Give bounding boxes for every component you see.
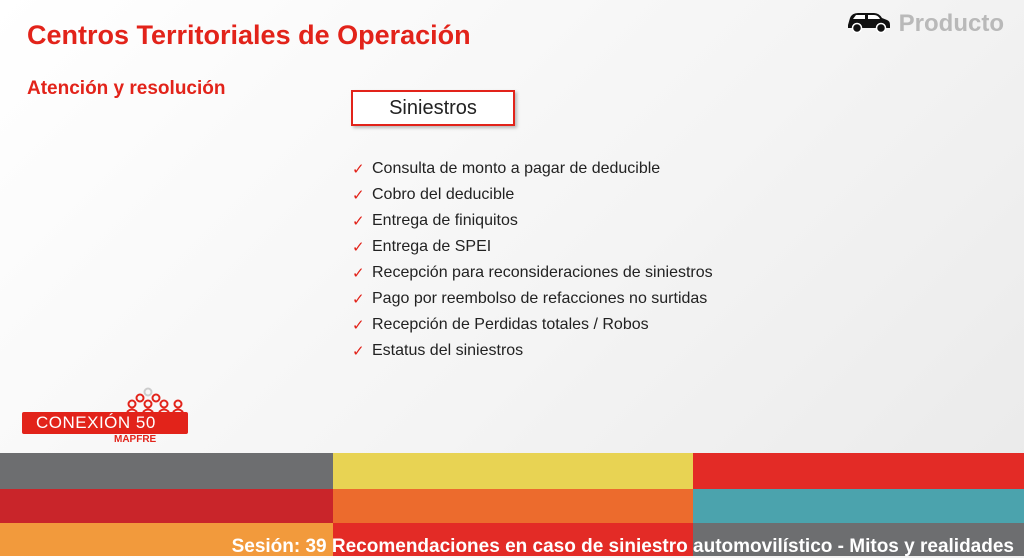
list-item: ✓ Estatus del siniestros xyxy=(352,342,524,360)
product-label: Producto xyxy=(898,9,1004,37)
section-box-label: Siniestros xyxy=(389,96,477,119)
stripe-teal xyxy=(693,489,1024,523)
list-item: ✓ Cobro del deducible xyxy=(352,186,515,204)
checkmark-icon: ✓ xyxy=(352,291,365,308)
list-item: ✓ Recepción para reconsideraciones de siniestros xyxy=(352,264,713,282)
stripe-yellow xyxy=(333,453,693,489)
stripe-red xyxy=(693,453,1024,489)
car-icon xyxy=(845,8,891,39)
list-item: ✓ Recepción de Perdidas totales / Robos xyxy=(352,316,649,334)
checkmark-icon: ✓ xyxy=(352,317,365,334)
checkmark-icon: ✓ xyxy=(352,239,365,256)
logo-text: CONEXIÓN 50 xyxy=(36,413,156,432)
page-title: Centros Territoriales de Operación xyxy=(27,20,471,50)
checkmark-icon: ✓ xyxy=(352,343,365,360)
stripe-dark-red xyxy=(0,489,333,523)
conexion-logo xyxy=(22,386,190,446)
stripe-gray xyxy=(0,453,333,489)
mapfre-brand: MAPFRE xyxy=(114,434,157,445)
checkmark-icon: ✓ xyxy=(352,265,365,282)
checkmark-icon: ✓ xyxy=(352,187,365,204)
session-footer: Sesión: 39 Recomendaciones en caso de siniestro automovilístico - Mitos y realidades xyxy=(231,536,1014,557)
checkmark-icon: ✓ xyxy=(352,161,365,178)
stripe-orange xyxy=(333,489,693,523)
page-subtitle: Atención y resolución xyxy=(27,78,226,99)
list-item: ✓ Entrega de finiquitos xyxy=(352,212,518,230)
checklist xyxy=(352,156,713,364)
checkmark-icon: ✓ xyxy=(352,213,365,230)
section-box xyxy=(351,90,515,126)
list-item: ✓ Consulta de monto a pagar de deducible xyxy=(352,160,661,178)
product-tag xyxy=(845,8,1004,39)
list-item: ✓ Pago por reembolso de refacciones no surtidas xyxy=(352,290,708,308)
list-item: ✓ Entrega de SPEI xyxy=(352,238,492,256)
